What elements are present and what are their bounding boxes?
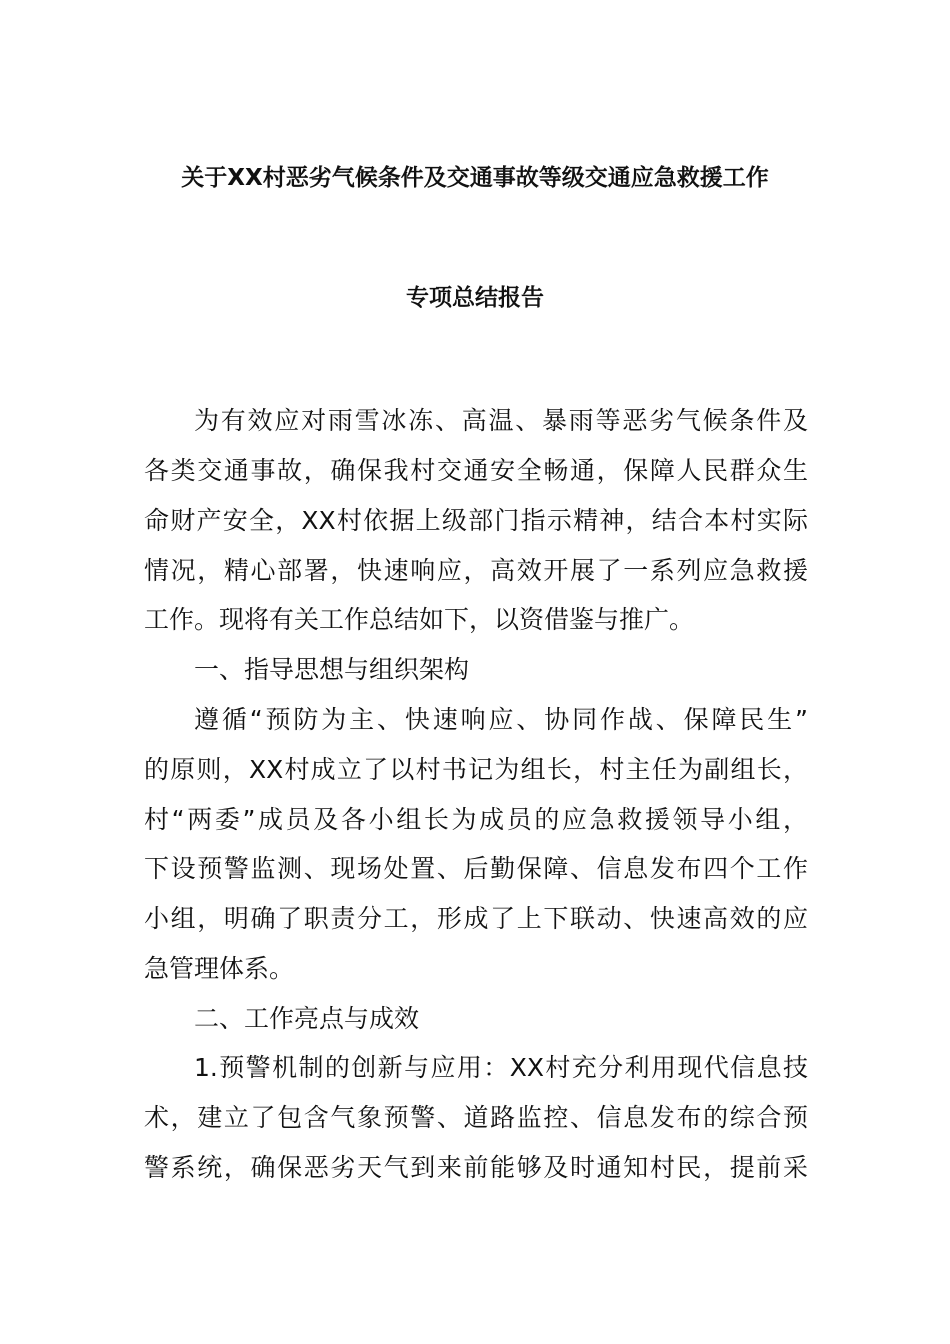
paragraph-principles-line-2: 的原则，XX村成立了以村书记为组长，村主任为副组长， xyxy=(144,755,808,784)
paragraph-warning-line-2: 术，建立了包含气象预警、道路监控、信息发布的综合预 xyxy=(144,1103,808,1132)
section-heading-1: 一、指导思想与组织架构 xyxy=(194,655,470,684)
paragraph-intro-line-4: 情况，精心部署，快速响应，高效开展了一系列应急救援 xyxy=(144,556,808,585)
paragraph-principles-line-3: 村“两委”成员及各小组长为成员的应急救援领导小组， xyxy=(144,805,808,834)
paragraph-intro-line-5: 工作。现将有关工作总结如下，以资借鉴与推广。 xyxy=(144,605,695,634)
document-title-line-2: 专项总结报告 xyxy=(406,285,544,311)
section-heading-2: 二、工作亮点与成效 xyxy=(194,1004,420,1033)
paragraph-intro-line-3: 命财产安全，XX村依据上级部门指示精神，结合本村实际 xyxy=(144,506,808,535)
paragraph-warning-line-1: 1.预警机制的创新与应用：XX村充分利用现代信息技 xyxy=(194,1053,808,1082)
paragraph-intro-line-2: 各类交通事故，确保我村交通安全畅通，保障人民群众生 xyxy=(144,456,808,485)
paragraph-principles-line-4: 下设预警监测、现场处置、后勤保障、信息发布四个工作 xyxy=(144,854,808,883)
document-title-line-1: 关于XX村恶劣气候条件及交通事故等级交通应急救援工作 xyxy=(181,165,769,191)
paragraph-principles-line-6: 急管理体系。 xyxy=(144,954,295,983)
paragraph-principles-line-1: 遵循“预防为主、快速响应、协同作战、保障民生” xyxy=(194,705,808,734)
paragraph-intro-line-1: 为有效应对雨雪冰冻、高温、暴雨等恶劣气候条件及 xyxy=(194,406,808,435)
paragraph-principles-line-5: 小组，明确了职责分工，形成了上下联动、快速高效的应 xyxy=(144,904,808,933)
paragraph-warning-line-3: 警系统，确保恶劣天气到来前能够及时通知村民，提前采 xyxy=(144,1153,808,1182)
